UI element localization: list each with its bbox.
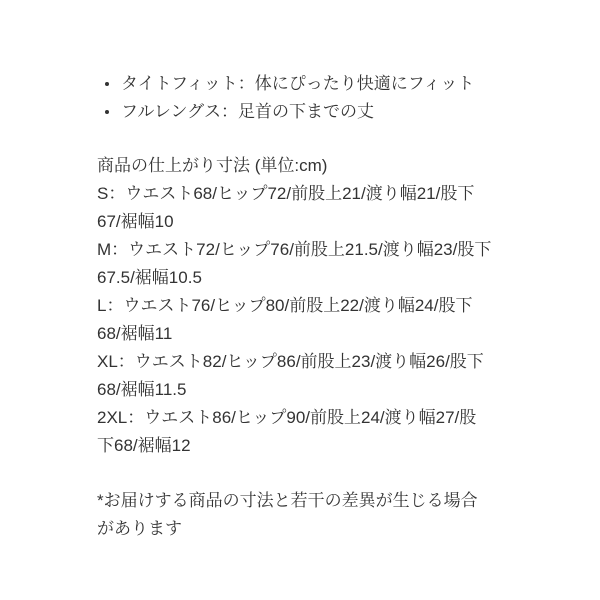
feature-bullet-item (97, 98, 492, 126)
feature-bullet-text: タイトフィット：体にぴったり快適にフィット (121, 74, 475, 93)
feature-bullet-text: フルレングス：足首の下までの丈 (121, 102, 374, 121)
size-spec-block (97, 152, 492, 460)
bullet-dot-icon (105, 110, 109, 114)
measurement-disclaimer: *お届けする商品の寸法と若干の差異が生じる場合があります (97, 491, 478, 538)
bullet-dot-icon (105, 82, 109, 86)
size-spec-line-l: L：ウエスト76/ヒップ80/前股上22/渡り幅24/股下68/裾幅11 (97, 296, 473, 343)
size-spec-line-m: M：ウエスト72/ヒップ76/前股上21.5/渡り幅23/股下67.5/裾幅10.5 (97, 240, 492, 287)
feature-bullet-list (97, 70, 492, 126)
size-spec-line-xl: XL：ウエスト82/ヒップ86/前股上23/渡り幅26/股下68/裾幅11.5 (97, 352, 484, 399)
feature-bullet-item (97, 70, 492, 98)
size-spec-line-2xl: 2XL：ウエスト86/ヒップ90/前股上24/渡り幅27/股下68/裾幅12 (97, 408, 477, 455)
size-spec-heading: 商品の仕上がり寸法 (単位:cm) (97, 156, 328, 175)
size-spec-line-s: S：ウエスト68/ヒップ72/前股上21/渡り幅21/股下67/裾幅10 (97, 184, 475, 231)
